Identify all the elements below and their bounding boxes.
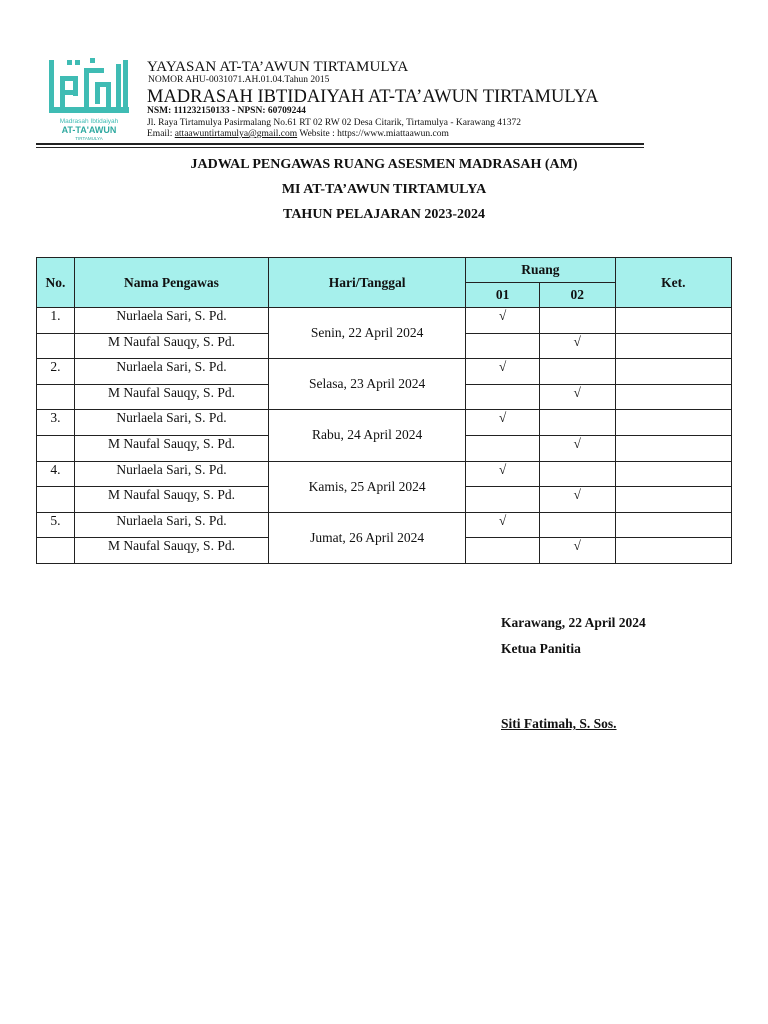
room-01-check: √ [466,512,540,538]
ket-cell [615,461,731,487]
header-ruang-02: 02 [539,283,615,308]
decree-number: NOMOR AHU-0031071.AH.01.04.Tahun 2015 [148,75,330,85]
email-label: Email: [147,129,175,139]
table-row [37,512,732,538]
ket-cell [615,435,731,461]
supervisor-name: Nurlaela Sari, S. Pd. [74,308,268,334]
row-number: 3. [37,410,75,436]
table-row [37,461,732,487]
supervisor-name: M Naufal Sauqy, S. Pd. [74,487,268,513]
room-01-cell [466,384,540,410]
school-name: MADRASAH IBTIDAIYAH AT-TA’AWUN TIRTAMULYA [147,87,599,107]
document-subtitle-school: MI AT-TA’AWUN TIRTAMULYA [281,182,487,197]
row-number [37,384,75,410]
table-row [37,308,732,334]
header-hari-tanggal: Hari/Tanggal [269,258,466,308]
row-number: 4. [37,461,75,487]
supervisor-name: M Naufal Sauqy, S. Pd. [74,333,268,359]
room-01-cell [466,487,540,513]
room-02-check: √ [539,333,615,359]
ket-cell [615,359,731,385]
email-link[interactable]: attaawuntirtamulya@gmail.com [174,129,298,139]
row-number: 2. [37,359,75,385]
ket-cell [615,410,731,436]
supervisor-name: Nurlaela Sari, S. Pd. [74,512,268,538]
row-number [37,538,75,564]
supervisor-name: Nurlaela Sari, S. Pd. [74,461,268,487]
room-02-cell [539,359,615,385]
school-address: Jl. Raya Tirtamulya Pasirmalang No.61 RT 02 RW 02 Desa Citarik, Tirtamulya - Karawang 41372 [147,118,522,128]
room-01-check: √ [466,410,540,436]
supervisor-name: M Naufal Sauqy, S. Pd. [74,384,268,410]
website-text: Website : https://www.miattaawun.com [297,129,449,139]
room-02-check: √ [539,538,615,564]
supervisor-name: M Naufal Sauqy, S. Pd. [74,435,268,461]
room-01-check: √ [466,359,540,385]
table-row [37,410,732,436]
room-01-cell [466,333,540,359]
logo-line-1: Madrasah Ibtidaiyah [59,118,119,125]
exam-date: Selasa, 23 April 2024 [269,359,466,410]
exam-date: Senin, 22 April 2024 [269,308,466,359]
contact-line [147,129,449,139]
ket-cell [615,333,731,359]
signature-place-date: Karawang, 22 April 2024 [501,615,646,630]
foundation-name: YAYASAN AT-TA’AWUN TIRTAMULYA [147,59,409,75]
signature-role: Ketua Panitia [501,641,581,656]
row-number [37,487,75,513]
exam-date: Jumat, 26 April 2024 [269,512,466,563]
supervisor-name: M Naufal Sauqy, S. Pd. [74,538,268,564]
room-01-cell [466,435,540,461]
table-row [37,359,732,385]
room-02-cell [539,461,615,487]
room-01-check: √ [466,308,540,334]
supervisor-name: Nurlaela Sari, S. Pd. [74,359,268,385]
nsm-npsn: NSM: 111232150133 - NPSN: 60709244 [147,106,306,116]
document-subtitle-year: TAHUN PELAJARAN 2023-2024 [283,207,485,222]
room-01-check: √ [466,461,540,487]
supervisor-schedule-table [36,257,732,564]
document-title: JADWAL PENGAWAS RUANG ASESMEN MADRASAH (AM) [190,157,578,172]
row-number [37,333,75,359]
room-02-check: √ [539,384,615,410]
room-02-cell [539,410,615,436]
school-logo [48,56,130,142]
supervisor-name: Nurlaela Sari, S. Pd. [74,410,268,436]
signature-name: Siti Fatimah, S. Sos. [501,716,617,731]
letterhead-divider-thin [36,147,644,148]
letterhead-divider-thick [36,143,644,145]
room-02-cell [539,308,615,334]
room-02-check: √ [539,487,615,513]
ket-cell [615,384,731,410]
ket-cell [615,538,731,564]
ket-cell [615,308,731,334]
ket-cell [615,512,731,538]
exam-date: Rabu, 24 April 2024 [269,410,466,461]
row-number: 5. [37,512,75,538]
exam-date: Kamis, 25 April 2024 [269,461,466,512]
header-ruang-01: 01 [466,283,540,308]
row-number [37,435,75,461]
header-no: No. [37,258,75,308]
header-nama: Nama Pengawas [74,258,268,308]
header-ruang: Ruang [466,258,615,283]
header-ket: Ket. [615,258,731,308]
room-02-check: √ [539,435,615,461]
ket-cell [615,487,731,513]
logo-line-2: AT-TA'AWUN [61,125,117,135]
room-02-cell [539,512,615,538]
logo-line-3: TIRTAMULYA [75,136,103,141]
room-01-cell [466,538,540,564]
row-number: 1. [37,308,75,334]
